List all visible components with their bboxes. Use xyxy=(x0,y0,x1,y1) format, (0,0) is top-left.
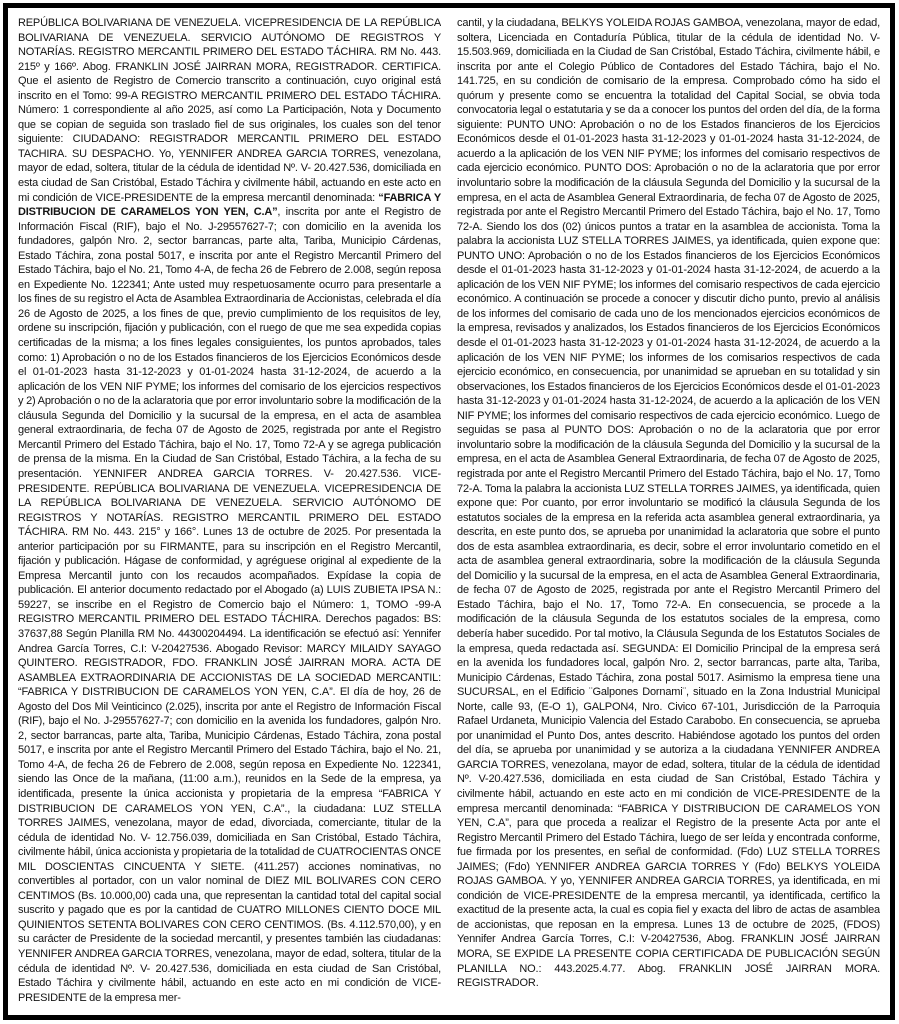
left-column-text-intro: REPÚBLICA BOLIVARIANA DE VENEZUELA. VICEPRESIDENCIA DE LA REPÚBLICA BOLIVARIANA DE VENEZUELA. SERVICIO AUTÓNOMO DE REGISTROS Y NOTARÍAS. REGISTRO MERCANTIL PRIMERO DEL ESTADO TÁCHIRA. RM No. 443. 215º y 166º. Abog. FRANKLIN JOSÉ JAIRRAN MORA, REGISTRADOR. CERTIFICA. Que el asiento de Registro de Comercio transcrito a continuación, cuyo original está inscrito en el Tomo: 99-A REGISTRO MERCANTIL PRIMERO DEL ESTADO TÁCHIRA. Número: 1 correspondiente al año 2025, así como La Participación, Nota y Documento que se copian de seguida son traslado fiel de sus originales, los cuales son del tenor siguiente: CIUDADANO: REGISTRADOR MERCANTIL PRIMERO DEL ESTADO TACHIRA. SU DESPACHO. Yo, YENNIFER ANDREA GARCIA TORRES, venezolana, mayor de edad, soltera, titular de la cédula de identidad Nº. V- 20.427.536, domiciliada en esta ciudad de San Cristóbal, Estado Táchira y civilmente hábil, actuando en este acto en mi condición de VICE-PRESIDENTE de la empresa mercantil denominada: xyxy=(18,17,441,204)
left-column xyxy=(18,16,441,1007)
company-name-bold: “FABRICA Y DISTRIBUCION DE CARAMELOS YON YEN, C.A” xyxy=(18,191,441,219)
right-column-text: cantil, y la ciudadana, BELKYS YOLEIDA ROJAS GAMBOA, venezolana, mayor de edad, soltera, Licenciada en Contaduría Pública, titular de la cédula de identidad No. V-15.503.969, domiciliada en la Ciudad de San Cristóbal, Estado Táchira, civilmente hábil, e inscrita por ante el Colegio Público de Contadores del Estado Táchira, bajo el No. 141.725, en su condición de comisario de la empresa. Comprobado cómo ha sido el quórum y presente como se encuentra la totalidad del Capital Social, se obvia toda convocatoria legal o estatutaria y se da a conocer los puntos del orden del día, de la forma siguiente: PUNTO UNO: Aprobación o no de los Estados financieros de los Ejercicios Económicos desde el 01-01-2023 hasta 31-12-2023 y 01-01-2024 hasta 31-12-2024, de acuerdo a la aplicación de los VEN NIF PYME; los informes del comisario respectivos de cada ejercicio económico. PUNTO DOS: Aprobación o no de la aclaratoria que por error involuntario sobre la modificación de la cláusula Segunda del Domicilio y la sucursal de la empresa, en el acta de Asamblea General Extraordinaria, de fecha 07 de Agosto de 2025, registrada por ante el Registro Mercantil Primero del Estado Táchira, bajo el No. 17, Tomo 72-A. Siendo los dos (02) únicos puntos a tratar en la asamblea de accionista. Toma la palabra la accionista LUZ STELLA TORRES JAIMES, ya identificada, quien expone que: PUNTO UNO: Aprobación o no de los Estados financieros de los Ejercicios Económicos desde el 01-01-2023 hasta 31-12-2023 y 01-01-2024 hasta 31-12-2024, de acuerdo a la aplicación de los VEN NIF PYME; los informes del comisario respectivos de cada ejercicio económico. A continuación se procede a conocer y discutir dicho punto, previo al análisis de los informes del comisario de cada uno de los mencionados ejercicios económicos de la empresa, revisados y analizados, los Estados financieros de los Ejercicios Económicos desde el 01-01-2023 hasta 31-12-2023 y 01-01-2024 hasta 31-12-2024, de acuerdo a la aplicación de los VEN NIF PYME; los informes de los comisarios respectivos de cada ejercicio económico, en consecuencia, por unanimidad se aprueban en su totalidad y sin observaciones, los Estados financieros de los Ejercicios Económicos desde el 01-01-2023 hasta 31-12-2023 y 01-01-2024 hasta 31-12-2024, de acuerdo a la aplicación de los VEN NIF PYME; los informes del comisario respectivos de cada ejercicio económico. Luego de seguidas se pasa al PUNTO DOS: Aprobación o no de la aclaratoria que por error involuntario sobre la modificación de la cláusula Segunda del Domicilio y la sucursal de la empresa, en el acta de Asamblea General Extraordinaria, de fecha 07 de Agosto de 2025, registrada por ante el Registro Mercantil Primero del Estado Táchira, bajo el No. 17, Tomo 72-A. Toma la palabra la accionista LUZ STELLA TORRES JAIMES, ya identificada, quien expone que: Por cuanto, por error involuntario se modificó la cláusula Segunda de los estatutos sociales de la empresa en la referida acta asamblea general extraordinaria, ya descrita, en este punto dos, se aprueba por unanimidad la aclaratoria que sobre el punto dos de esta asamblea extraordinaria, es decir, sobre el error involuntario cometido en el acta de asamblea general extraordinaria, sobre la modificación de la cláusula Segunda del Domicilio y la sucursal de la empresa, en el acta de Asamblea General Extraordinaria, de fecha 07 de Agosto de 2025, registrada por ante el Registro Mercantil Primero del Estado Táchira, bajo el No. 17, Tomo 72-A. En consecuencia, se procede a la modificación de la cláusula Segunda de los estatutos sociales de la empresa, como debería haber sucedido. Por tal motivo, la Cláusula Segunda de los Estatutos Sociales de la empresa, queda redactada así. SEGUNDA: El Domicilio Principal de la empresa será en la avenida los fundadores local, galpón Nro. 2, sector barrancas, parte alta, Tariba, Municipio Cárdenas, Estado Táchira, zona postal 5017. Asimismo la empresa tiene una SUCURSAL, en el Edificio ¨Galpones Dornami¨, situado en la Zona Industrial Municipal Norte, calle 93, (E-O 1), GALPON4, Nro. Civico 67-101, Jurisdicción de la Parroquia Rafael Urdaneta, Municipio Valencia del Estado Carabobo. En consecuencia, se aprueba por unanimidad el Punto Dos, antes descrito. Habiéndose agotado los puntos del orden del día, se aprueba por unanimidad y se autoriza a la ciudadana YENNIFER ANDREA GARCIA TORRES, venezolana, mayor de edad, soltera, titular de la cédula de identidad Nº. V-20.427.536, domiciliada en esta ciudad de San Cristóbal, Estado Táchira y civilmente hábil, actuando en este acto en mi condición de VICE-PRESIDENTE de la empresa mercantil denominada: “FABRICA Y DISTRIBUCION DE CARAMELOS YON YEN, C.A”, para que proceda a realizar el Registro de la presente Acta por ante el Registro Mercantil Primero del Estado Táchira, luego de ser leída y encontrada conforme, fue firmada por los presentes, en señal de conformidad. (Fdo) LUZ STELLA TORRES JAIMES; (Fdo) YENNIFER ANDREA GARCIA TORRES Y (Fdo) BELKYS YOLEIDA ROJAS GAMBOA. Y yo, YENNIFER ANDREA GARCIA TORRES, ya identificada, en mi condición de VICE-PRESIDENTE de la empresa mercantil, ya identificada, certifico la exactitud de la presente acta, la cual es copia fiel y exacta del libro de actas de asamblea de accionistas, que reposan en la empresa. Lunes 13 de octubre de 2025, (FDOS) Yennifer Andrea García Torres, C.I: V-20427536, Abog. FRANKLIN JOSÉ JAIRRAN MORA, SE EXPIDE LA PRESENTE COPIA CERTIFICADA DE PUBLICACIÓN SEGÚN PLANILLA NO.: 443.2025.4.77. Abog. FRANKLIN JOSÉ JAIRRAN MORA. REGISTRADOR. xyxy=(457,17,880,990)
left-column-text-body: , inscrita por ante el Registro de Información Fiscal (RIF), bajo el No. J-29557627-7; con domicilio en la avenida los fundadores, galpón Nro. 2, sector barrancas, parte alta, Tariba, Municipio Cárdenas, Estado Táchira, zona postal 5017, e inscrita por ante el Registro Mercantil Primero del Estado Táchira, bajo el No. 21, Tomo 4-A, de fecha 26 de Febrero de 2.008, según reposa en Expediente No. 122341; Ante usted muy respetuosamente ocurro para presentarle a los fines de su registro el Acta de Asamblea Extraordinaria de Accionistas, celebrada el día 26 de Agosto de 2025, a los fines de que, previo cumplimiento de los requisitos de ley, ordene su inscripción, fijación y publicación, con el ruego de que me sea expedida copias certificadas de la misma; a los fines legales consiguientes, los puntos aprobados, tales como: 1) Aprobación o no de los Estados financieros de los Ejercicios Económicos desde el 01-01-2023 hasta 31-12-2023 y 01-01-2024 hasta 31-12-2024, de acuerdo a la aplicación de los VEN NIF PYME; los informes del comisario de los ejercicios respectivos y 2) Aprobación o no de la aclaratoria que por error involuntario sobre la modificación de la cláusula Segunda del Domicilio y la sucursal de la empresa, en el acta de asamblea general extraordinaria, de fecha 07 de Agosto de 2025, registrada por ante el Registro Mercantil Primero del Estado Táchira, bajo el No. 17, Tomo 72-A y se agrega publicación de prensa de la misma. En la Ciudad de San Cristóbal, Estado Táchira, a la fecha de su presentación. YENNIFER ANDREA GARCIA TORRES. V- 20.427.536. VICE-PRESIDENTE. REPÚBLICA BOLIVARIANA DE VENEZUELA. VICEPRESIDENCIA DE LA REPÚBLICA BOLIVARIANA DE VENEZUELA. SERVICIO AUTÓNOMO DE REGISTROS Y NOTARÍAS. REGISTRO MERCANTIL PRIMERO DEL ESTADO TÁCHIRA. RM No. 443. 215° y 166°. Lunes 13 de octubre de 2025. Por presentada la anterior participación por su FIRMANTE, para su inscripción en el Registro Mercantil, fijación y publicación. Hágase de conformidad, y agréguese original al expediente de la Empresa Mercantil junto con los recaudos acompañados. Expídase la copia de publicación. El anterior documento redactado por el Abogado (a) LUIS ZUBIETA IPSA N.: 59227, se inscribe en el Registro de Comercio bajo el Número: 1, TOMO -99-A REGISTRO MERCANTIL PRIMERO DEL ESTADO TÁCHIRA. Derechos pagados: BS: 37637,88 Según Planilla RM No. 44300204494. La identificación se efectuó así: Yennifer Andrea García Torres, C.I: V-20427536. Abogado Revisor: MARCY MILAIDY SAYAGO QUINTERO. REGISTRADOR, FDO. FRANKLIN JOSÉ JAIRRAN MORA. ACTA DE ASAMBLEA EXTRAORDINARIA DE ACCIONISTAS DE LA SOCIEDAD MERCANTIL: “FABRICA Y DISTRIBUCION DE CARAMELOS YON YEN, C.A”. El día de hoy, 26 de Agosto del Dos Mil Veinticinco (2.025), inscrita por ante el Registro de Información Fiscal (RIF), bajo el No. J-29557627-7; con domicilio en la avenida los fundadores, galpón Nro. 2, sector barrancas, parte alta, Tariba, Municipio Cárdenas, Estado Táchira, zona postal 5017, e inscrita por ante el Registro Mercantil Primero del Estado Táchira, bajo el No. 21, Tomo 4-A, de fecha 26 de Febrero de 2.008, según reposa en Expediente No. 122341, siendo las Once de la mañana, (11:00 a.m.), reunidos en la Sede de la empresa, ya identificada, presente la única accionista y propietaria de la empresa “FABRICA Y DISTRIBUCION DE CARAMELOS YON YEN, C.A”., la ciudadana: LUZ STELLA TORRES JAIMES, venezolana, mayor de edad, divorciada, comerciante, titular de la cédula de identidad No. V- 12.756.039, domiciliada en San Cristóbal, Estado Táchira, civilmente hábil, única accionista y propietaria de la totalidad de CUATROCIENTAS ONCE MIL DOSCIENTAS CINCUENTA Y SIETE. (411.257) acciones nominativas, no convertibles al portador, con un valor nominal de DIEZ MIL BOLIVARES CON CERO CENTIMOS (Bs. 10.000,00) cada una, que representan la cantidad total del capital social suscrito y pagado que es por la cantidad de CUATRO MILLONES CIENTO DOCE MIL QUINIENTOS SETENTA BOLIVARES CON CERO CENTIMOS. (Bs. 4.112.570,00), y en su carácter de Presidente de la sociedad mercantil, y presentes también las ciudadanas: YENNIFER ANDREA GARCIA TORRES, venezolana, mayor de edad, soltera, titular de la cédula de identidad Nº. V- 20.427.536, domiciliada en esta ciudad de San Cristóbal, Estado Táchira y civilmente hábil, actuando en este acto en mi condición de VICE-PRESIDENTE de la empresa mer- xyxy=(18,206,441,1004)
page-border-frame xyxy=(3,3,895,1020)
right-column xyxy=(457,16,880,1007)
